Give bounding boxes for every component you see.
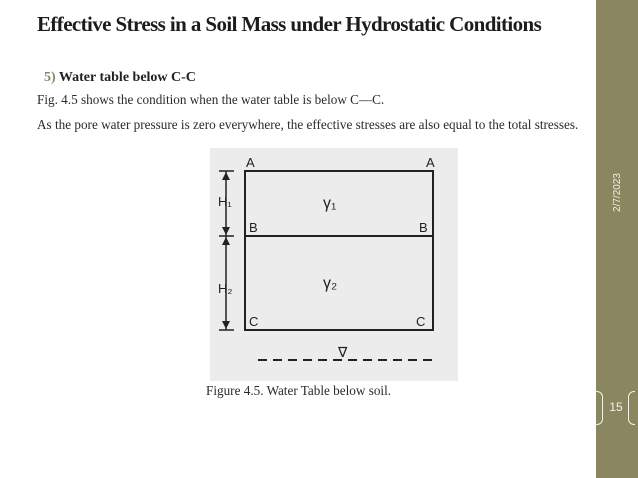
figure-caption: Figure 4.5. Water Table below soil. — [206, 383, 392, 398]
paragraph-1: Fig. 4.5 shows the condition when the water table is below C—C. — [37, 92, 385, 107]
arrowhead-h1-bottom — [222, 227, 230, 235]
label-h1: H₁ — [218, 194, 232, 209]
label-gamma1: γ₁ — [323, 195, 337, 212]
label-a-right: A — [426, 155, 435, 170]
label-a-left: A — [246, 155, 255, 170]
arrowhead-h2-bottom — [222, 321, 230, 329]
arrowhead-h2-top — [222, 237, 230, 245]
label-b-left: B — [249, 220, 258, 235]
soil-profile-figure — [210, 148, 458, 381]
subheading-number: 5) — [44, 70, 56, 85]
slide-date: 2/7/2023 — [611, 172, 623, 212]
subheading — [44, 70, 196, 86]
paragraph-2: As the pore water pressure is zero everywhere, the effective stresses are also equal to the total stresses. — [37, 117, 579, 132]
soil-profile-diagram — [210, 148, 458, 381]
label-gamma2: γ₂ — [323, 275, 338, 292]
label-h2: H₂ — [218, 281, 233, 296]
label-c-left: C — [249, 314, 259, 329]
label-c-right: C — [416, 314, 426, 329]
label-b-right: B — [419, 220, 428, 235]
water-table-icon: ∇ — [338, 344, 348, 360]
subheading-text: Water table below C-C — [58, 70, 196, 85]
slide-title: Effective Stress in a Soil Mass under Hydrostatic Conditions — [37, 12, 542, 36]
page-number: 15 — [609, 400, 623, 414]
arrowhead-h1-top — [222, 172, 230, 180]
soil-box-outline — [245, 171, 433, 330]
